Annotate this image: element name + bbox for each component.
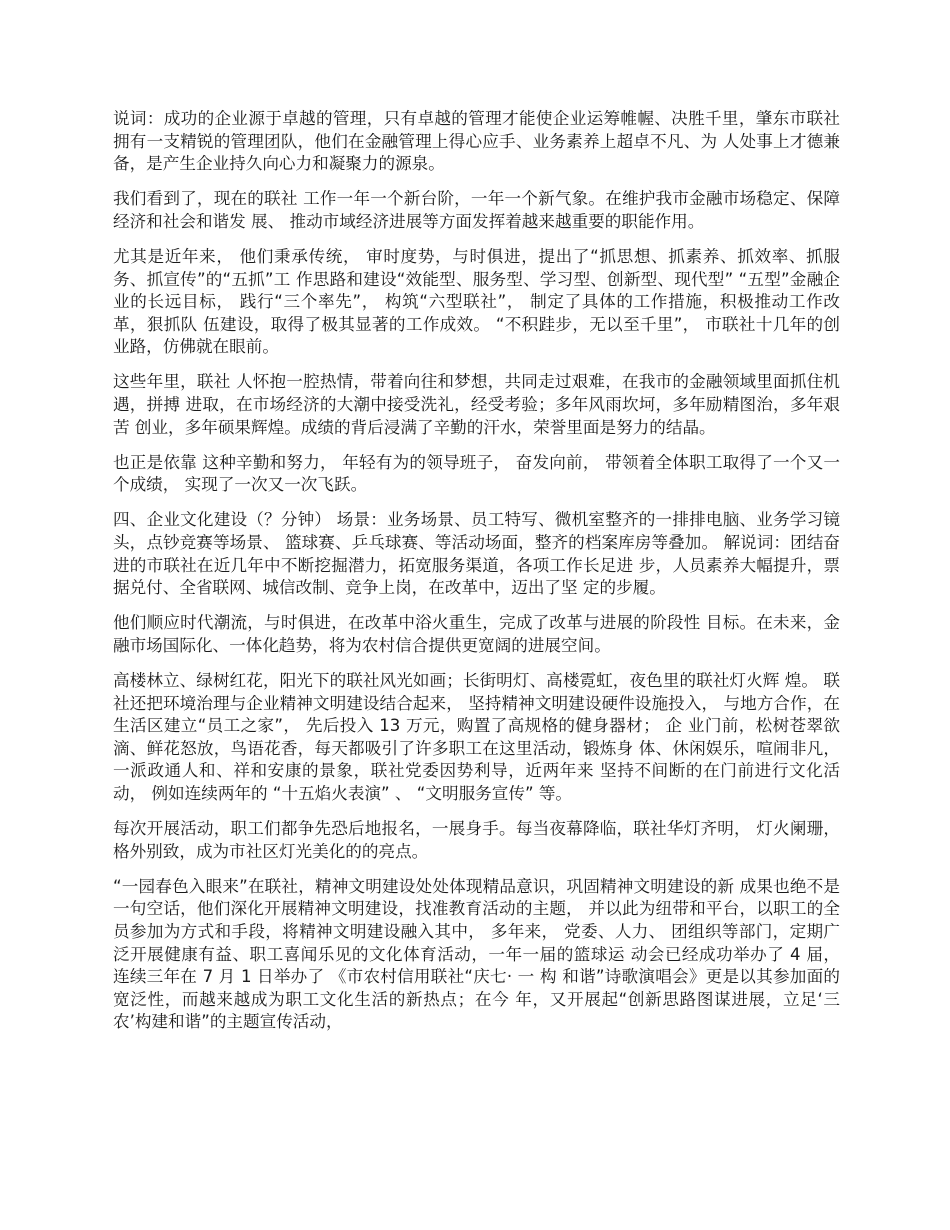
paragraph-3: 尤其是近年来， 他们秉承传统， 审时度势，与时俱进，提出了“抓思想、抓素养、抓效率、抓服务、抓宣传”的“五抓”工 作思路和建设“效能型、服务型、学习型、创新型、现代型” “五型”金融企业的长远目标， 践行“三个率先”， 构筑“六型联社”， 制定了具体的工作措施，积极推动工作改革，狠抓队 伍建设，取得了极其显著的工作成效。 “不积跬步，无以至千里”， 市联社十几年的创业路，仿佛就在眼前。 bbox=[113, 246, 840, 357]
paragraph-9: 每次开展活动，职工们都争先恐后地报名，一展身手。每当夜幕降临，联社华灯齐明， 灯火阑珊，格外别致，成为市社区灯光美化的的亮点。 bbox=[113, 819, 840, 861]
paragraph-5: 也正是依靠 这种辛勤和努力， 年轻有为的领导班子， 奋发向前， 带领着全体职工取得了一个又一个成绩， 实现了一次又一次飞跃。 bbox=[113, 452, 840, 495]
paragraph-7: 他们顺应时代潮流，与时俱进，在改革中浴火重生，完成了改革与进展的阶段性 目标。在未来，金融市场国际化、一体化趋势，将为农村信合提供更宽阔的进展空间。 bbox=[113, 613, 840, 655]
paragraph-4: 这些年里，联社 人怀抱一腔热情，带着向往和梦想，共同走过艰难，在我市的金融领域里面抓住机遇，拼搏 进取，在市场经济的大潮中接受洗礼，经受考验；多年风雨坎坷，多年励精图治，多年艰苦 创业，多年硕果辉煌。成绩的背后浸满了辛勤的汗水，荣誉里面是努力的结晶。 bbox=[113, 372, 840, 437]
paragraph-2: 我们看到了，现在的联社 工作一年一个新台阶，一年一个新气象。在维护我市金融市场稳定、保障经济和社会和谐发 展、 推动市域经济进展等方面发挥着越来越重要的职能作用。 bbox=[113, 189, 840, 231]
paragraph-6: 四、企业文化建设（？分钟） 场景：业务场景、员工特写、微机室整齐的一排排电脑、业务学习镜头，点钞竞赛等场景、 篮球赛、乒乓球赛、等活动场面，整齐的档案库房等叠加。 解说词：团结奋进的市联社在近几年中不断挖掘潜力，拓宽服务渠道，各项工作长足进 步，人员素养大幅提升，票据兑付、全省联网、城信改制、竞争上岗，在改革中，迈出了坚 定的步履。 bbox=[113, 510, 840, 598]
paragraph-1: 说词：成功的企业源于卓越的管理，只有卓越的管理才能使企业运筹帷幄、决胜千里，肇东市联社拥有一支精锐的管理团队，他们在金融管理上得心应手、业务素养上超卓不凡、为 人处事上才德兼备，是产生企业持久向心力和凝聚力的源泉。 bbox=[113, 109, 840, 174]
document-body bbox=[113, 108, 840, 1046]
paragraph-10: “一园春色入眼来”在联社，精神文明建设处处体现精品意识，巩固精神文明建设的新 成果也绝不是一句空话，他们深化开展精神文明建设，找准教育活动的主题， 并以此为纽带和平台，以职工的全员参加为方式和手段，将精神文明建设融入其中， 多年来， 党委、人力、 团组织等部门，定期广泛开展健康有益、职工喜闻乐见的文化体育活动，一年一届的篮球运 动会已经成功举办了 4 届， 连续三年在 7 月 1 日举办了 《市农村信用联社“庆七· 一 构 和谐”诗歌演唱会》更是以其参加面的宽泛性，而越来越成为职工文化生活的新热点；在今 年，又开展起“创新思路图谋进展，立足‘三农’构建和谐”的主题宣传活动， bbox=[113, 876, 840, 1032]
paragraph-8: 高楼林立、绿树红花，阳光下的联社风光如画；长街明灯、高楼霓虹，夜色里的联社灯火辉 煌。 联社还把环境治理与企业精神文明建设结合起来， 坚持精神文明建设硬件设施投入， 与地方合作，在生活区建立“员工之家”， 先后投入 13 万元，购置了高规格的健身器材； 企 业门前，松树苍翠欲滴、鲜花怒放，鸟语花香，每天都吸引了许多职工在这里活动，锻炼身 体、休闲娱乐，喧闹非凡，一派政通人和、祥和安康的景象，联社党委因势利导，近两年来 坚持不间断的在门前进行文化活动， 例如连续两年的 “十五焰火表演” 、 “文明服务宣传” 等。 bbox=[113, 670, 840, 803]
